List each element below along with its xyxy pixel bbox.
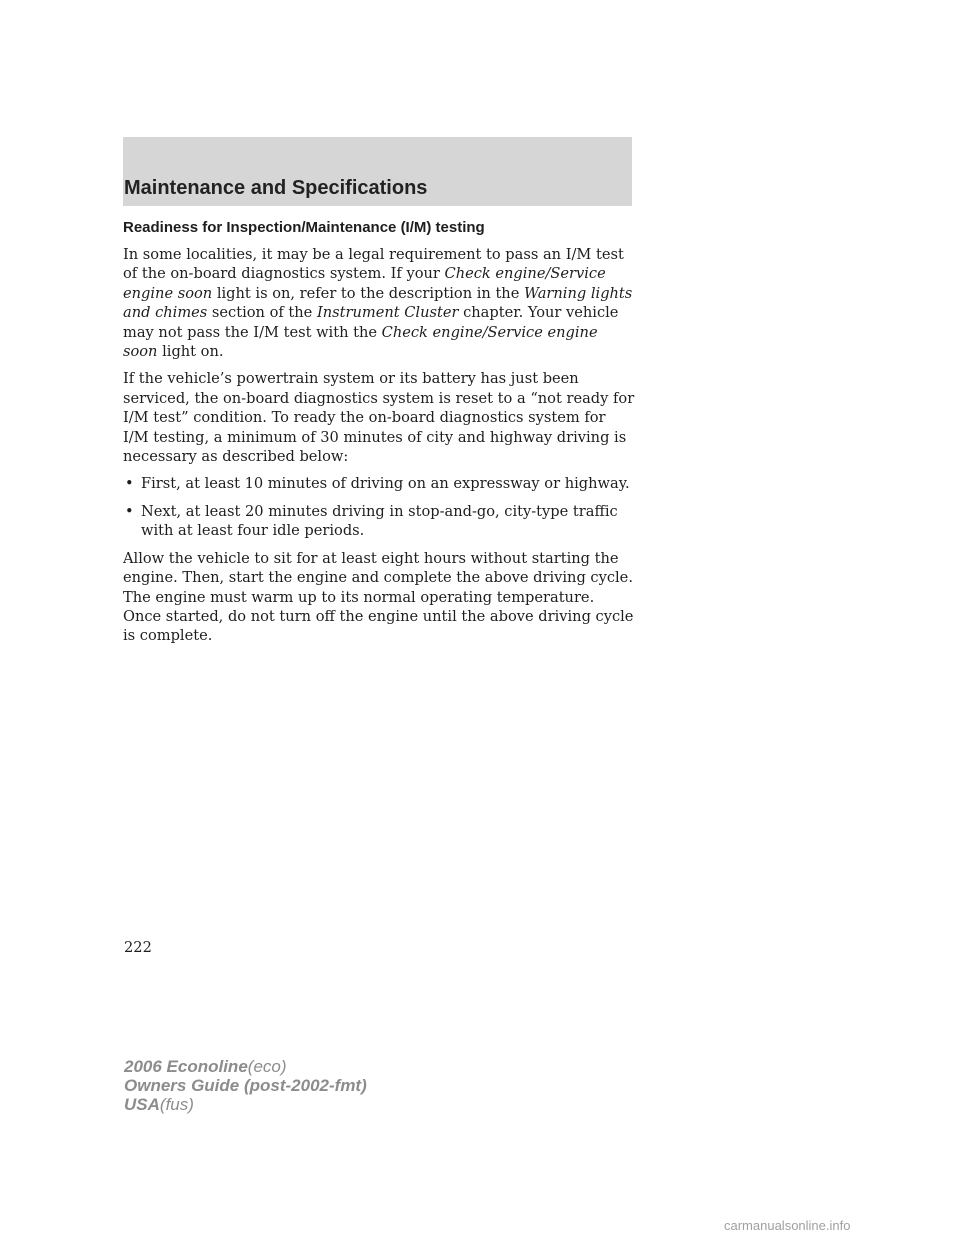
list-item-text: Next, at least 20 minutes driving in stop-and-go, city-type traffic with at least four idle periods. <box>141 502 618 540</box>
footer-guide-title: Owners Guide (post-2002-fmt) <box>124 1076 367 1095</box>
watermark-text: carmanualsonline.info <box>724 1218 851 1233</box>
paragraph-text: section of the <box>207 304 317 322</box>
main-content <box>123 218 635 654</box>
chapter-title: Maintenance and Specifications <box>124 177 428 199</box>
section-heading: Readiness for Inspection/Maintenance (I/M) testing <box>123 219 485 236</box>
footer-line-model <box>124 1057 367 1076</box>
bullet-icon: • <box>125 502 134 520</box>
list-item <box>123 502 635 541</box>
paragraph-reset-condition: If the vehicle’s powertrain system or its battery has just been serviced, the on-board diagnostics system is reset to a “not ready for I/M test” condition. To ready the on-board diagnostics system for I/M testing, a minimum of 30 minutes of city and highway driving is necessary as described below: <box>123 370 635 466</box>
footer-line-guide <box>124 1076 367 1095</box>
italic-reference-check-engine: Check engine/Service engine soon <box>123 323 598 361</box>
list-item <box>123 474 635 493</box>
paragraph-text: chapter. Your vehicle may not pass the I/M test with the <box>123 304 619 341</box>
document-footer <box>124 1057 367 1114</box>
paragraph-text: light on. <box>157 343 224 361</box>
footer-line-market <box>124 1095 367 1114</box>
italic-reference-warning-lights: Warning lights and chimes <box>123 284 633 322</box>
footer-model-code: (eco) <box>247 1057 287 1076</box>
page-number: 222 <box>124 939 152 956</box>
footer-market: USA <box>124 1095 160 1114</box>
bullet-icon: • <box>125 475 134 493</box>
footer-model: 2006 Econoline <box>124 1057 248 1076</box>
italic-reference-check-engine: Check engine/Service engine soon <box>123 265 606 302</box>
list-item-text: First, at least 10 minutes of driving on an expressway or highway. <box>141 475 630 493</box>
paragraph-im-test-requirement <box>123 245 635 361</box>
paragraph-driving-cycle: Allow the vehicle to sit for at least eight hours without starting the engine. Then, start the engine and complete the above driving cycle. The engine must warm up to its normal operating temperature. Once started, do not turn off the engine until the above driving cycle is complete. <box>123 549 634 645</box>
paragraph-text: In some localities, it may be a legal requirement to pass an I/M test of the on-board diagnostics system. If your <box>123 246 624 283</box>
footer-market-code: (fus) <box>159 1095 194 1114</box>
italic-reference-instrument-cluster: Instrument Cluster <box>316 304 459 322</box>
paragraph-text: light is on, refer to the description in the <box>212 284 524 302</box>
